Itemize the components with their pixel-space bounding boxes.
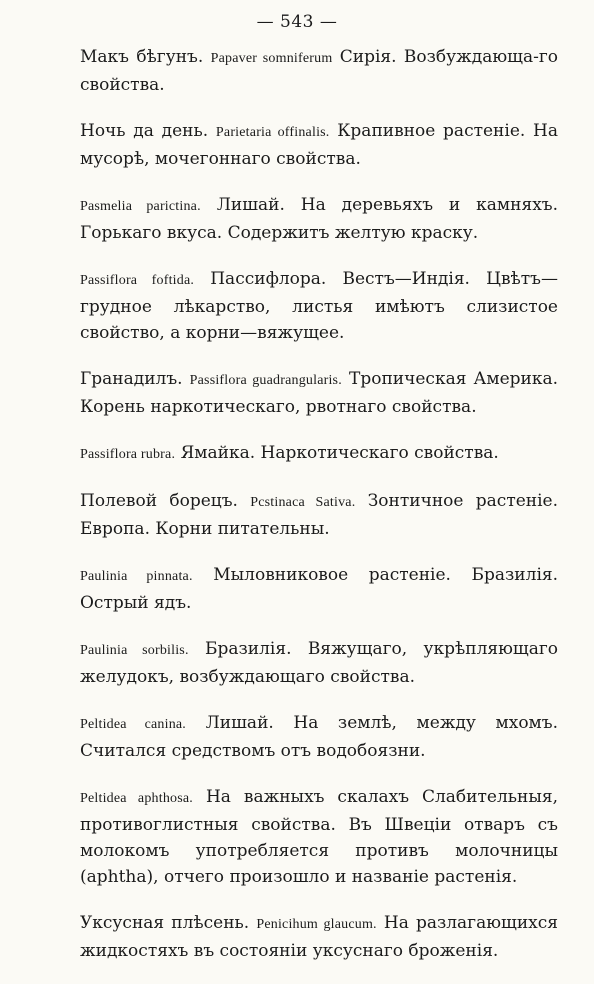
entry-description: На разлагающихся жидкостяхъ въ состояніи уксуснаго броженія. (80, 913, 558, 961)
entry-latin-name: Peltidea canina. (80, 717, 187, 732)
entry-description: Сирія. Возбуждающа-го свойства. (80, 47, 558, 95)
list-item (80, 710, 558, 764)
entry-latin-name: Pcstinaca Sativa. (250, 495, 356, 510)
entry-term: Макъ бѣгунъ. (80, 47, 204, 67)
page-number: — 543 — (256, 12, 338, 32)
entry-description: Крапивное растеніе. На мусорѣ, мочегоннаго свойства. (80, 121, 558, 169)
entry-latin-name: Papaver somniferum (210, 51, 333, 66)
list-item (80, 266, 558, 346)
entry-description: Лишай. На землѣ, между мхомъ. Считался средствомъ отъ водобоязни. (80, 713, 558, 761)
entry-latin-name: Paulinia sorbilis. (80, 643, 189, 658)
entry-latin-name: Passiflora foftida. (80, 273, 195, 288)
entry-description: Мыловниковое растеніе. Бразилія. Острый ядъ. (80, 565, 559, 613)
entry-term: Полевой борецъ. (80, 491, 238, 511)
entry-description: На важныхъ скалахъ Слабительныя, противоглистныя свойства. Въ Швеціи отваръ съ молокомъ употребляется противъ молочницы (aphtha), отчего произошло и названіе растенія. (80, 787, 559, 887)
list-item (80, 366, 558, 420)
entry-latin-name: Peltidea aphthosa. (80, 791, 194, 806)
entry-list (80, 44, 558, 984)
entry-latin-name: Penicihum glaucum. (256, 917, 377, 932)
list-item (80, 192, 558, 246)
entry-latin-name: Pasmelia parictina. (80, 199, 201, 214)
list-item (80, 44, 558, 98)
entry-description: Ямайка. Наркотическаго свойства. (180, 443, 499, 463)
entry-term: Ночь да день. (80, 121, 209, 141)
list-item (80, 784, 558, 890)
entry-description: Лишай. На деревьяхъ и камняхъ. Горькаго вкуса. Содержитъ желтую краску. (80, 195, 558, 243)
entry-term: Уксусная плѣсень. (80, 913, 250, 933)
entry-latin-name: Paulinia pinnata. (80, 569, 193, 584)
entry-description: Зонтичное растеніе. Европа. Корни питательны. (80, 491, 559, 539)
list-item (80, 440, 558, 468)
entry-description: Бразилія. Вяжущаго, укрѣпляющаго желудокъ, возбуждающаго свойства. (80, 639, 558, 687)
list-item (80, 636, 558, 690)
entry-latin-name: Passiflora guadrangularis. (189, 373, 342, 388)
entry-latin-name: Parietaria offinalis. (215, 125, 330, 140)
list-item (80, 562, 558, 616)
entry-description: Пассифлора. Вестъ—Индія. Цвѣтъ—грудное лѣкарство, листья имѣютъ слизистое свойство, а корни—вяжущее. (80, 269, 558, 343)
entry-term: Гранадилъ. (80, 369, 183, 389)
entry-latin-name: Passiflora rubra. (80, 447, 176, 462)
list-item (80, 488, 558, 542)
entry-description: Тропическая Америка. Корень наркотическаго, рвотнаго свойства. (80, 369, 559, 417)
list-item (80, 910, 558, 964)
list-item (80, 118, 558, 172)
